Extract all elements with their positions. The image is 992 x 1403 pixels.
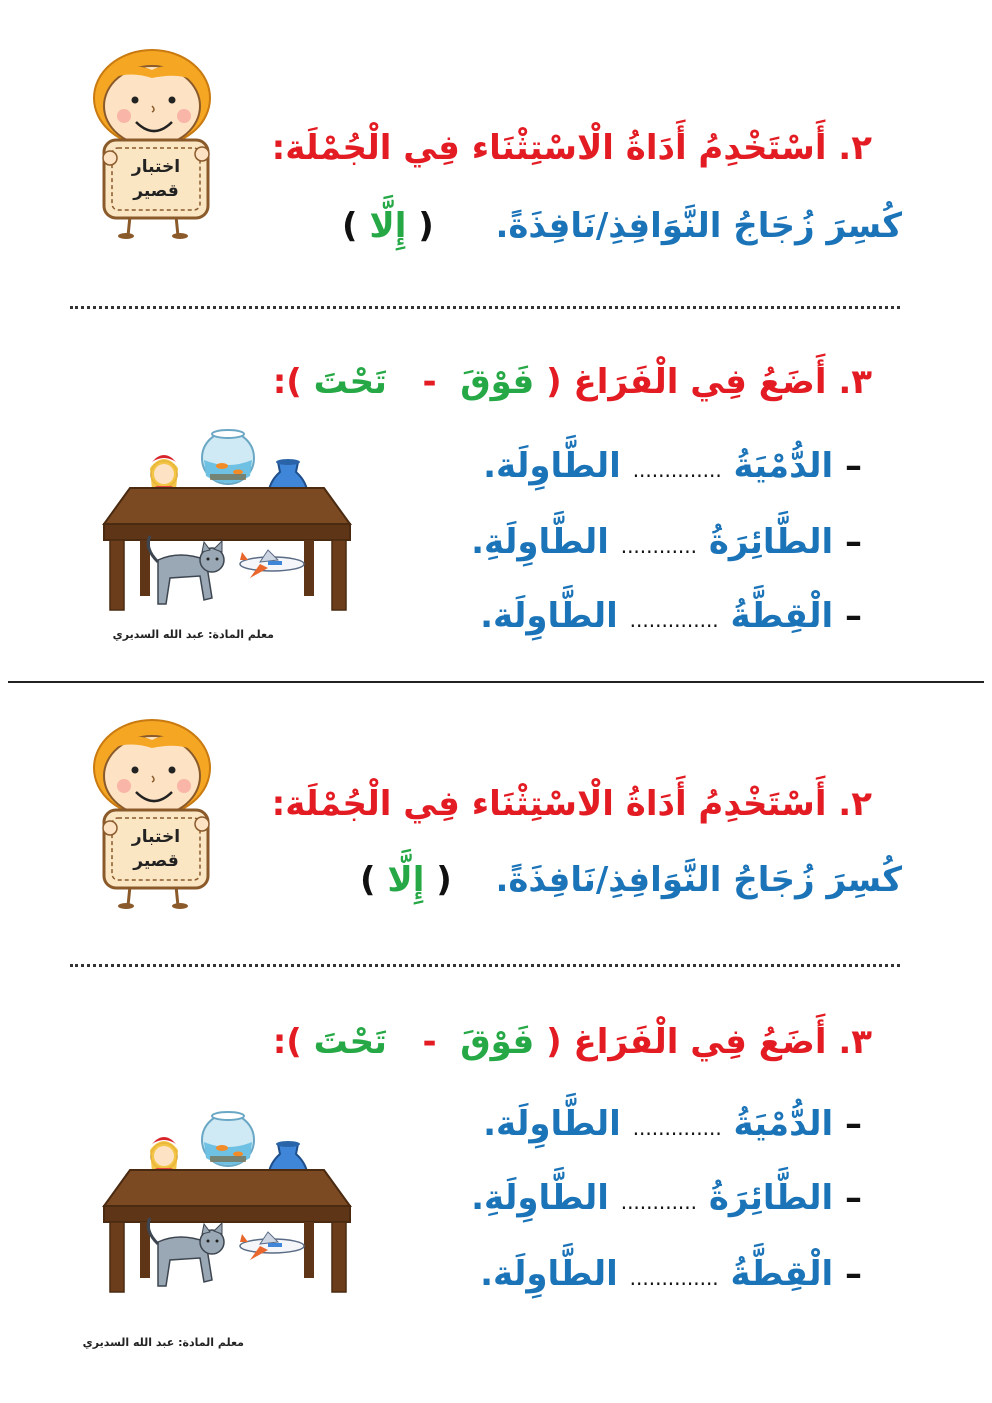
question-3-title (273, 1022, 872, 1062)
item-subject: الدُّمْيَةُ (733, 446, 834, 486)
question-3-suffix: ): (272, 362, 302, 402)
exception-tool-word: إِلَّا (387, 860, 425, 900)
choice-below: تَحْتَ (313, 362, 387, 402)
fill-item-2 (471, 1178, 862, 1218)
item-dash: – (845, 596, 862, 636)
airplane-icon (240, 1232, 304, 1260)
table-icon (104, 1170, 350, 1292)
item-blank: .............. (632, 458, 722, 482)
quiz-section-1 (0, 0, 992, 700)
paren-close: ) (359, 860, 376, 900)
item-object: الطَّاوِلَةِ. (471, 522, 609, 562)
question-2-title: ٢. أَسْتَخْدِمُ أَدَاةُ الْاسْتِثْنَاء فِي الْجُمْلَة: (271, 128, 872, 168)
item-dash: – (845, 522, 862, 562)
table-icon (104, 488, 350, 610)
item-blank: ............ (620, 1190, 698, 1214)
paren-open: ( (436, 860, 452, 900)
teacher-credit: معلم المادة: عبد الله السديري (112, 628, 274, 641)
item-object: الطَّاوِلَة. (480, 1254, 618, 1294)
fill-item-3 (480, 1254, 862, 1294)
item-dash: – (845, 1254, 862, 1294)
teacher-credit: معلم المادة: عبد الله السديري (82, 1336, 244, 1349)
item-object: الطَّاوِلَة. (483, 1104, 621, 1144)
choice-below: تَحْتَ (313, 1022, 387, 1062)
cat-icon (148, 1218, 224, 1286)
item-blank: .............. (629, 1266, 719, 1290)
question-2-title: ٢. أَسْتَخْدِمُ أَدَاةُ الْاسْتِثْنَاء فِي الْجُمْلَة: (271, 784, 872, 824)
question-3-prefix: ٣. أَضَعُ فِي الْفَرَاغ ( (546, 362, 872, 402)
item-blank: .............. (629, 608, 719, 632)
fill-item-1 (483, 1104, 862, 1144)
item-blank: .............. (632, 1116, 722, 1140)
item-subject: الْقِطَّةُ (730, 596, 834, 636)
fishbowl-icon (202, 430, 254, 484)
badge-line2: قصير (133, 181, 179, 201)
item-dash: – (845, 446, 862, 486)
paren-close: ) (341, 206, 358, 246)
badge-line2: قصير (133, 851, 179, 871)
fishbowl-icon (202, 1112, 254, 1166)
boy-mascot-icon (80, 40, 230, 240)
badge-line1: اختبار (131, 827, 181, 847)
item-dash: – (845, 1178, 862, 1218)
answer-line (70, 306, 900, 309)
choice-above: فَوْقَ (460, 362, 535, 402)
item-object: الطَّاوِلَةِ. (471, 1178, 609, 1218)
question-2-sentence-row (342, 206, 902, 246)
exception-tool-word: إِلَّا (369, 206, 407, 246)
item-subject: الطَّائِرَةُ (708, 522, 834, 562)
question-3-prefix: ٣. أَضَعُ فِي الْفَرَاغ ( (546, 1022, 872, 1062)
question-3-title (273, 362, 872, 402)
badge-line1: اختبار (131, 157, 181, 177)
table-scene-illustration (100, 1110, 360, 1295)
fill-item-1 (483, 446, 862, 486)
airplane-icon (240, 550, 304, 578)
fill-item-2 (471, 522, 862, 562)
question-3-suffix: ): (272, 1022, 302, 1062)
boy-mascot-icon (80, 710, 230, 910)
item-blank: ............ (620, 534, 698, 558)
question-2-sentence-row (360, 860, 902, 900)
item-dash: – (845, 1104, 862, 1144)
quiz-section-2 (0, 660, 992, 1360)
table-scene-illustration (100, 428, 360, 613)
item-subject: الْقِطَّةُ (730, 1254, 834, 1294)
answer-line (70, 964, 900, 967)
cat-icon (148, 536, 224, 604)
choice-above: فَوْقَ (460, 1022, 535, 1062)
fill-item-3 (480, 596, 862, 636)
question-2-sentence: كُسِرَ زُجَاجُ النَّوَافِذِ/نَافِذَةً. (495, 206, 902, 246)
item-subject: الدُّمْيَةُ (733, 1104, 834, 1144)
item-object: الطَّاوِلَة. (483, 446, 621, 486)
choice-separator: - (422, 1022, 437, 1062)
choice-separator: - (422, 362, 437, 402)
item-subject: الطَّائِرَةُ (708, 1178, 834, 1218)
question-2-sentence: كُسِرَ زُجَاجُ النَّوَافِذِ/نَافِذَةً. (495, 860, 902, 900)
paren-open: ( (418, 206, 434, 246)
item-object: الطَّاوِلَة. (480, 596, 618, 636)
